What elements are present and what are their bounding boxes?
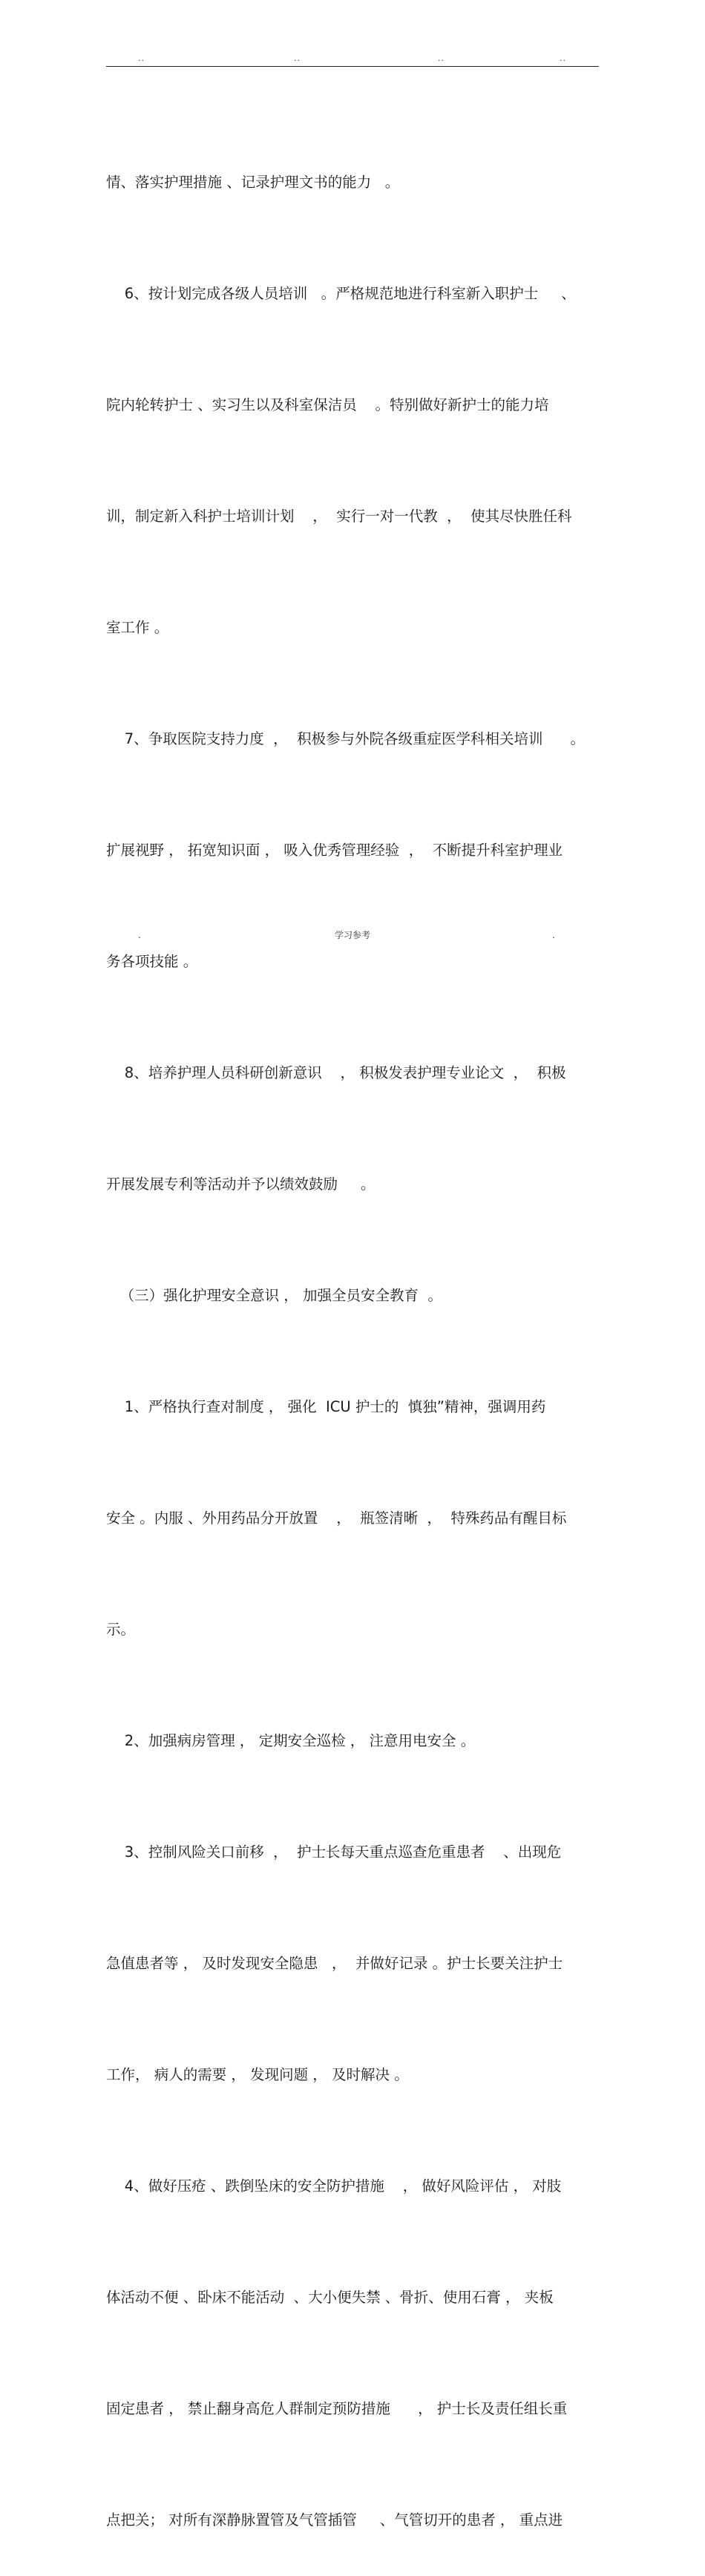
- header-rule: [106, 66, 599, 67]
- text-line: 固定患者 ， 禁止翻身高危人群制定预防措施 ， 护士长及责任组长重: [106, 2400, 568, 2417]
- section-heading: （三）强化护理安全意识 ， 加强全员安全教育 。: [106, 1287, 442, 1304]
- page-footer: [0, 928, 705, 943]
- text-line: 体活动不便 、卧床不能活动 、大小便失禁 、骨折、使用石膏 ， 夹板: [106, 2289, 554, 2306]
- text-line: 2、加强病房管理 ， 定期安全巡检 ， 注意用电安全 。: [106, 1732, 476, 1749]
- text-line: 4、做好压疮 、跌倒坠床的安全防护措施 ， 做好风险评估 ， 对肢: [106, 2177, 562, 2195]
- header-mark: ..: [438, 53, 445, 63]
- text-line: 开展发展专利等活动并予以绩效鼓励 。: [106, 1176, 376, 1193]
- text-line: 3、控制风险关口前移 ， 护士长每天重点巡查危重患者 、出现危: [106, 1843, 562, 1861]
- text-line: 扩展视野 ， 拓宽知识面 ， 吸入优秀管理经验 ， 不断提升科室护理业: [106, 842, 563, 859]
- text-line: 院内轮转护士 、实习生以及科室保洁员 。特别做好新护士的能力培: [106, 396, 549, 413]
- text-line: 8、培养护理人员科研创新意识 ， 积极发表护理专业论文 ， 积极: [106, 1064, 566, 1081]
- document-body: [106, 90, 599, 2576]
- text-line: 1、严格执行查对制度 ， 强化 ICU 护士的 慎独”精神，强调用药: [106, 1398, 546, 1415]
- text-line: 点把关； 对所有深静脉置管及气管插管 、气管切开的患者 ， 重点进: [106, 2511, 563, 2529]
- header-mark: ..: [294, 53, 301, 63]
- footer-left-mark: .: [138, 930, 141, 940]
- page-header-marks: [0, 53, 705, 64]
- text-line: 示。: [106, 1621, 136, 1638]
- text-line: 务各项技能 。: [106, 953, 198, 970]
- footer-right-mark: .: [552, 930, 555, 940]
- text-line: 室工作 。: [106, 619, 169, 636]
- text-line: 安全 。内服 、外用药品分开放置 ， 瓶签清晰 ， 特殊药品有醒目标: [106, 1510, 567, 1527]
- text-line: 急值患者等 ， 及时发现安全隐患 ， 并做好记录 。护士长要关注护士: [106, 1955, 563, 1972]
- text-line: 训，制定新入科护士培训计划 ， 实行一对一代教 ， 使其尽快胜任科: [106, 508, 572, 525]
- text-line: 6、按计划完成各级人员培训 。严格规范地进行科室新入职护士 、: [106, 285, 576, 302]
- header-mark: ..: [560, 53, 566, 63]
- text-line: 7、争取医院支持力度 ， 积极参与外院各级重症医学科相关培训 。: [106, 730, 586, 747]
- text-line: 工作， 病人的需要 ， 发现问题 ， 及时解决 。: [106, 2066, 409, 2083]
- header-mark: ..: [138, 53, 145, 63]
- footer-label: 学习参考: [334, 930, 370, 940]
- text-line: 情、落实护理措施 、记录护理文书的能力 。: [106, 174, 400, 191]
